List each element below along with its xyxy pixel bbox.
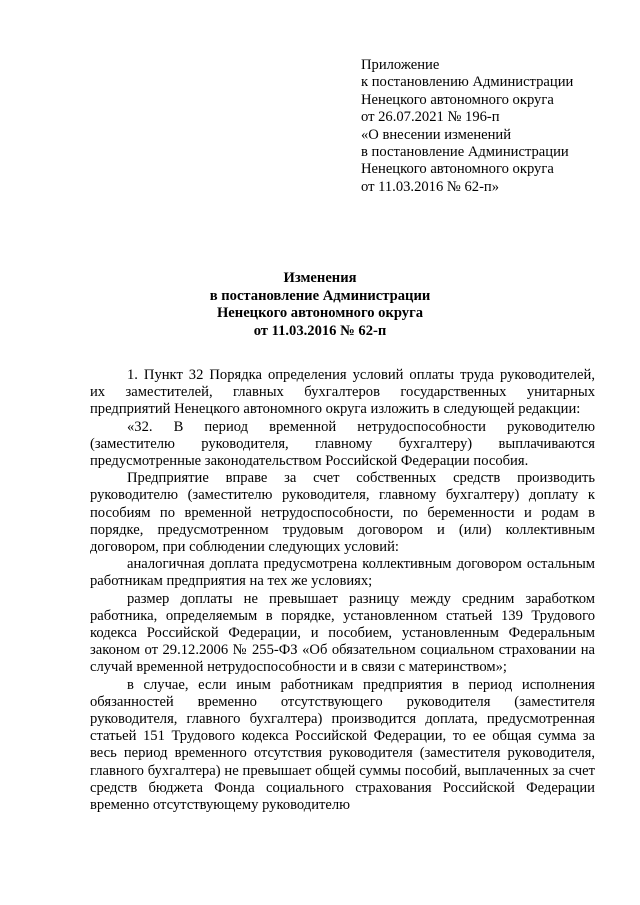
document-body [90, 367, 595, 814]
paragraph: «32. В период временной нетрудоспособности руководителю (заместителю руководителя, главному бухгалтеру) выплачиваются предусмотренные законодательством Российской Федерации пособия. [90, 418, 595, 470]
annex-line: в постановление Администрации [361, 144, 569, 161]
paragraph: в случае, если иным работникам предприятия в период исполнения обязанностей временно отсутствующего руководителя (заместителя руководителя, главного бухгалтера) производится доплата, предусмотренная статьей 151 Трудового кодекса Российской Федерации, то ее общая сумма за весь период временного отсутствия руководителя (заместителя руководителя, главного бухгалтера) не превышает общей суммы пособий, выплаченных за счет средств бюджета Фонда социального страхования Российской Федерации временно отсутствующему руководителю [90, 676, 595, 814]
title-line: Изменения [283, 270, 357, 286]
annex-header [361, 57, 623, 196]
title-line: от 11.03.2016 № 62-п [253, 322, 387, 339]
annex-line: от 26.07.2021 № 196-п [361, 109, 500, 126]
paragraph: Предприятие вправе за счет собственных средств производить руководителю (заместителю руководителя, главному бухгалтеру) доплату к пособиям по временной нетрудоспособности, по беременности и родам в порядке, предусмотренном трудовым договором и (или) коллективным договором, при соблюдении следующих условий: [90, 470, 595, 556]
annex-line: Приложение [361, 57, 440, 73]
annex-line: от 11.03.2016 № 62-п» [361, 178, 500, 195]
paragraph: 1. Пункт 32 Порядка определения условий оплаты труда руководителей, их заместителей, главных бухгалтеров государственных унитарных предприятий Ненецкого автономного округа изложить в следующей редакции: [90, 367, 595, 418]
annex-line: Ненецкого автономного округа [361, 91, 554, 108]
title-line: в постановление Администрации [209, 287, 431, 304]
title-line: Ненецкого автономного округа [216, 305, 424, 322]
annex-line: «О внесении изменений [361, 126, 512, 143]
document-title [0, 270, 640, 340]
annex-line: Ненецкого автономного округа [361, 161, 554, 178]
paragraph: размер доплаты не превышает разницу между средним заработком работника, определяемым в порядке, установленном статьей 139 Трудового кодекса Российской Федерации, и пособием, установленным Федеральным законом от 29.12.2006 № 255-ФЗ «Об обязательном социальном страховании на случай временной нетрудоспособности и в связи с материнством»; [90, 590, 595, 676]
annex-line: к постановлению Администрации [361, 74, 574, 91]
paragraph: аналогичная доплата предусмотрена коллективным договором остальным работникам предприятия на тех же условиях; [90, 556, 595, 590]
